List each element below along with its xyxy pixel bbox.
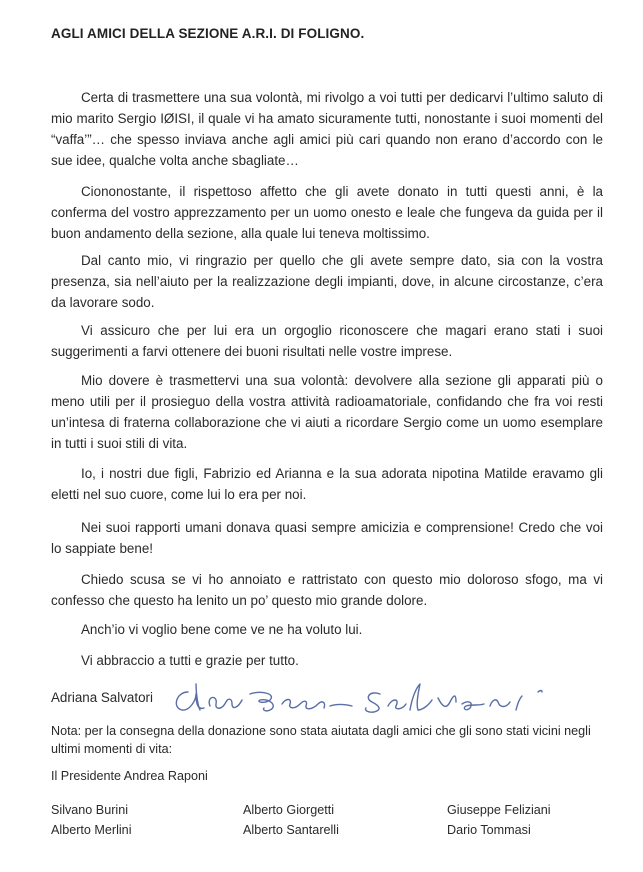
paragraph-6: Io, i nostri due figli, Fabrizio ed Arianna e la sua adorata nipotina Matilde eravamo gli eletti nel suo cuore, come lui lo era per noi.: [51, 466, 603, 502]
paragraph-4: Vi assicuro che per lui era un orgoglio riconoscere che magari erano stati i suoi suggerimenti a farvi ottenere dei buoni risultati nelle vostre imprese.: [51, 323, 603, 359]
paragraph-10: Vi abbraccio a tutti e grazie per tutto.: [81, 653, 299, 668]
paragraph-3: Dal canto mio, vi ringrazio per quello che gli avete sempre dato, sia con la vostra presenza, sia nell’aiuto per la realizzazione degli impianti, dove, in alcune circostanze, c’era da lavorare sodo.: [51, 253, 603, 310]
paragraph-7: Nei suoi rapporti umani donava quasi sempre amicizia e comprensione! Credo che voi lo sappiate bene!: [51, 520, 603, 556]
president-line: Il Presidente Andrea Raponi: [51, 769, 208, 783]
paragraph-9: Anch’io vi voglio bene come ve ne ha voluto lui.: [81, 622, 363, 637]
names-column-3: [447, 800, 551, 840]
name-entry: Silvano Burini: [51, 803, 129, 817]
paragraph-2: Ciononostante, il rispettoso affetto che gli avete donato in tutti questi anni, è la conferma del vostro apprezzamento per un uomo onesto e leale che fungeva da guida per il buon andamento della sezione, alla quale lui teneva moltissimo.: [51, 184, 603, 241]
names-column-1: [51, 800, 132, 840]
names-column-2: [243, 800, 339, 840]
name-entry: Dario Tommasi: [447, 823, 531, 837]
name-entry: Alberto Santarelli: [243, 823, 339, 837]
paragraph-8: Chiedo scusa se vi ho annoiato e rattristato con questo mio doloroso sfogo, ma vi confesso che questo ha lenito un po’ questo mio grande dolore.: [51, 572, 603, 608]
name-entry: Alberto Merlini: [51, 823, 132, 837]
paragraph-1: Certa di trasmettere una sua volontà, mi rivolgo a voi tutti per dedicarvi l’ultimo saluto di mio marito Sergio IØISI, il quale vi ha amato sicuramente tutti, nonostante i suoi momenti del “vaffa’”… che spesso inviava anche agli amici più cari quando non erano d’accordo con le sue idee, qualche volta anche sbagliate…: [51, 90, 603, 168]
name-entry: Giuseppe Feliziani: [447, 803, 551, 817]
donation-note: Nota: per la consegna della donazione sono stata aiutata dagli amici che gli sono stati vicini negli ultimi momenti di vita:: [51, 724, 591, 756]
signature-name: Adriana Salvatori: [51, 690, 153, 705]
handwritten-signature: [166, 680, 586, 720]
name-entry: Alberto Giorgetti: [243, 803, 334, 817]
letter-title: AGLI AMICI DELLA SEZIONE A.R.I. DI FOLIGNO.: [51, 26, 365, 41]
paragraph-5: Mio dovere è trasmettervi una sua volontà: devolvere alla sezione gli apparati più o meno utili per il prosieguo della vostra attività radioamatoriale, confidando che fra voi resti un’intesa di fraterna collaborazione che vi aiuti a ricordare Sergio come un uomo esemplare in tutti i suoi stili di vita.: [51, 373, 603, 451]
signature-row: [51, 680, 611, 720]
